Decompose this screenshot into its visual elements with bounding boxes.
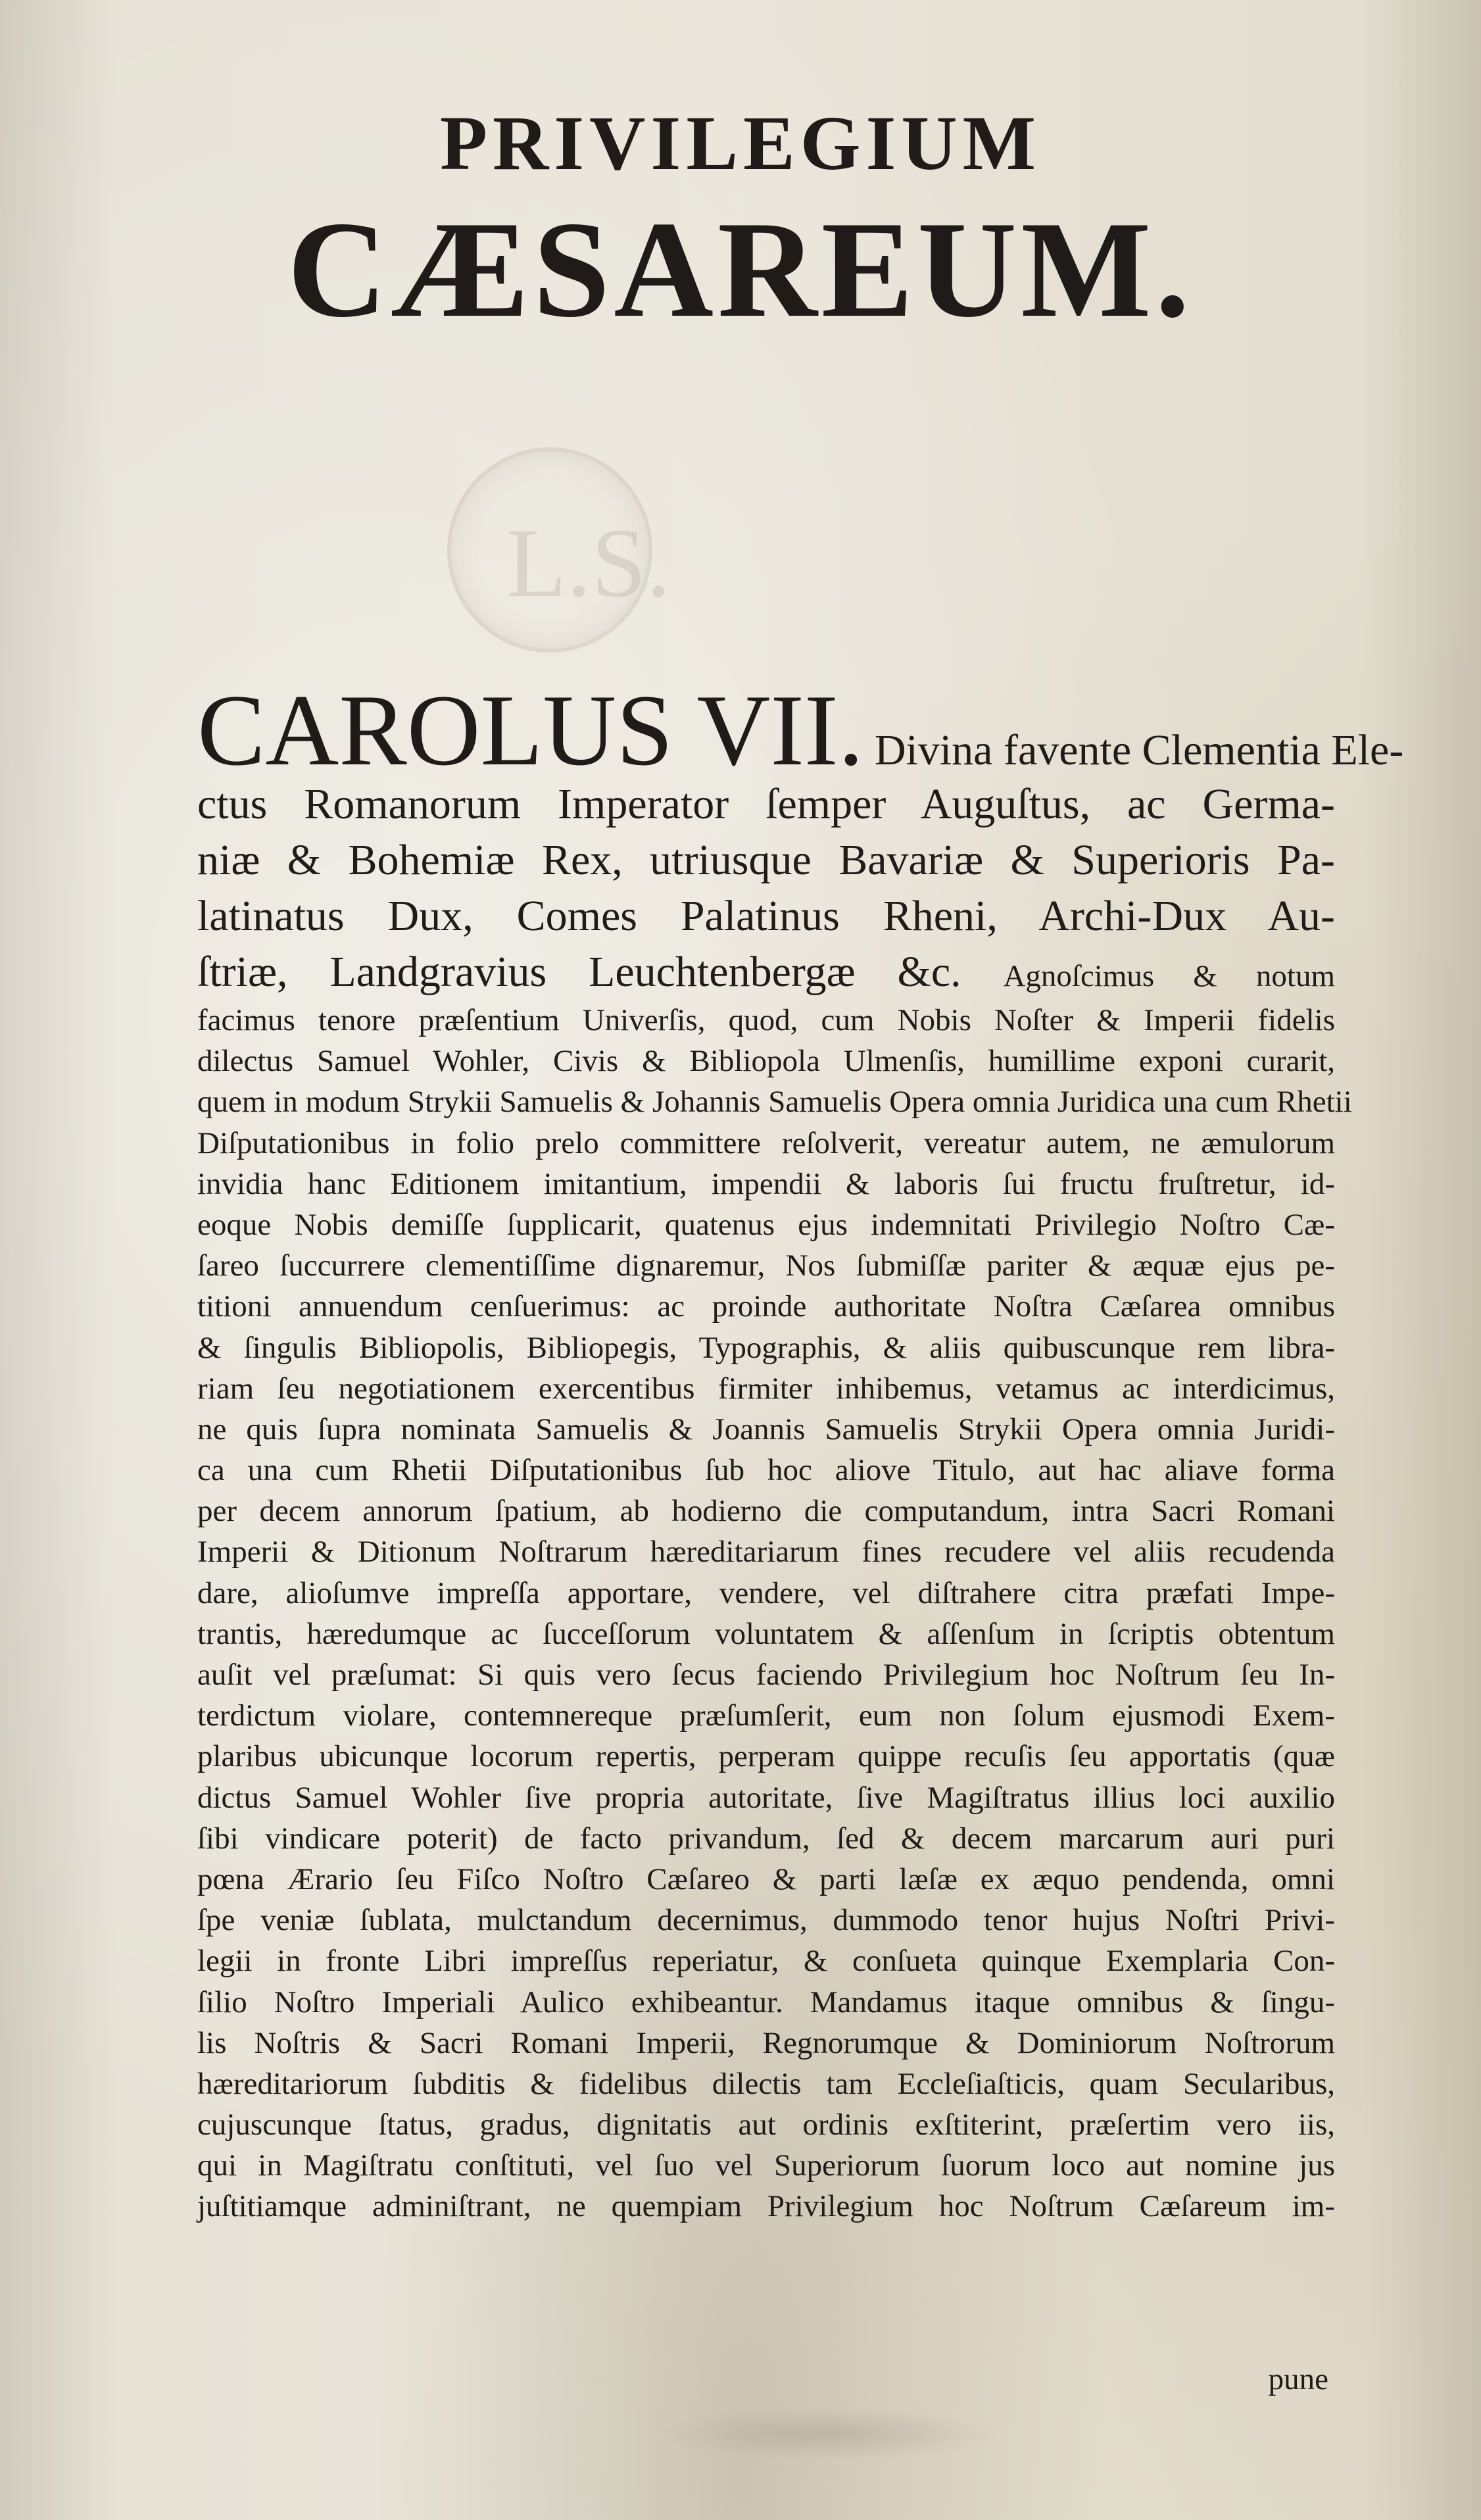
body-line: riam ſeu negotiationem exercentibus firmiter inhibemus, vetamus ac interdicimus, (197, 1371, 1335, 1406)
intro-line (197, 674, 1404, 787)
intro-line-text: Divina favente Clementia Ele- (874, 726, 1404, 774)
body-line: ſilio Noſtro Imperiali Aulico exhibeantur. Mandamus itaque omnibus & ſingu- (197, 1985, 1335, 2019)
privilege-text (197, 674, 1404, 2227)
body-line: invidia hanc Editionem imitantium, impendii & laboris ſui fructu fruſtretur, id- (197, 1166, 1335, 1201)
body-line: qui in Magiſtratu conſtituti, vel ſuo vel Superiorum ſuorum loco aut nomine jus (197, 2148, 1335, 2183)
page-stain (658, 2408, 1000, 2460)
body-line: dilectus Samuel Wohler, Civis & Bibliopola Ulmenſis, humillime exponi curarit, (197, 1044, 1335, 1079)
body-line: eoque Nobis demiſſe ſupplicarit, quatenus ejus indemnitati Privilegio Noſtro Cæ- (197, 1207, 1335, 1242)
body-line: auſit vel præſumat: Si quis vero ſecus faciendo Privilegium hoc Noſtrum ſeu In- (197, 1658, 1335, 1692)
body-line: per decem annorum ſpatium, ab hodierno die computandum, intra Sacri Romani (197, 1494, 1335, 1529)
intro-paragraph (197, 674, 1404, 1000)
body-line: hæreditariorum ſubditis & fidelibus dilectis tam Eccleſiaſticis, quam Secularibus, (197, 2066, 1335, 2101)
body-line: Diſputationibus in folio prelo committere reſolverit, vereatur autem, ne æmulorum (197, 1125, 1335, 1160)
body-line: ſpe veniæ ſublata, mulctandum decernimus, dummodo tenor hujus Noſtri Privi- (197, 1903, 1335, 1938)
body-line: pœna Ærario ſeu Fiſco Noſtro Cæſareo & parti læſæ ex æquo pendenda, omni (197, 1862, 1335, 1896)
body-line: terdictum violare, contemnereque præſumſerit, eum non ſolum ejusmodi Exem- (197, 1698, 1335, 1733)
seal-letters-decor: L.S. (506, 508, 671, 618)
body-line: titioni annuendum cenſuerimus: ac proinde authoritate Noſtra Cæſarea omnibus (197, 1289, 1335, 1324)
intro-line (197, 944, 1335, 1000)
title-line-2: CÆSAREUM. (287, 193, 1194, 346)
intro-line: latinatus Dux, Comes Palatinus Rheni, Archi-Dux Au- (197, 892, 1335, 940)
title-line-1: PRIVILEGIUM (439, 100, 1042, 186)
body-line: ne quis ſupra nominata Samuelis & Joannis Samuelis Strykii Opera omnia Juridi- (197, 1412, 1335, 1446)
body-line: quem in modum Strykii Samuelis & Johannis Samuelis Opera omnia Juridica una cum Rhetii (197, 1085, 1352, 1120)
intro-line: ctus Romanorum Imperator ſemper Auguſtus, ac Germa- (197, 780, 1335, 828)
body-line: plaribus ubicunque locorum repertis, perperam quippe recuſis ſeu apportatis (quæ (197, 1739, 1335, 1774)
body-line: facimus tenore præſentium Univerſis, quod, cum Nobis Noſter & Imperii fidelis (197, 1003, 1335, 1037)
body-line: cujuscunque ſtatus, gradus, dignitatis aut ordinis exſtiterint, præſertim vero iis, (197, 2108, 1335, 2142)
body-paragraph (197, 1000, 1352, 2227)
body-line: legii in fronte Libri impreſſus reperiatur, & conſueta quinque Exemplaria Con- (197, 1944, 1335, 1979)
body-line: & ſingulis Bibliopolis, Bibliopegis, Typographis, & aliis quibuscunque rem libra- (197, 1330, 1335, 1365)
body-line: ca una cum Rhetii Diſputationibus ſub hoc aliove Titulo, aut hac aliave forma (197, 1453, 1335, 1488)
intro-line: niæ & Bohemiæ Rex, utriusque Bavariæ & Superioris Pa- (197, 836, 1335, 884)
intro-line-text: ſtriæ, Landgravius Leuchtenbergæ &c. (197, 948, 961, 996)
body-line: dare, alioſumve impreſſa apportare, vendere, vel diſtrahere citra præfati Impe- (197, 1575, 1335, 1610)
body-line: ſibi vindicare poterit) de facto privandum, ſed & decem marcarum auri puri (197, 1821, 1335, 1856)
body-line: lis Noſtris & Sacri Romani Imperii, Regnorumque & Dominiorum Noſtrorum (197, 2025, 1335, 2060)
body-line: ſareo ſuccurrere clementiſſime dignaremur, Nos ſubmiſſæ pariter & æquæ ejus pe- (197, 1248, 1335, 1283)
catchword: pune (1268, 2362, 1328, 2396)
intro-tail: Agnoſcimus & notum (1003, 959, 1335, 993)
initial-word: CAROLUS VII. (197, 674, 864, 787)
body-line: Imperii & Ditionum Noſtrarum hæreditariarum fines recudere vel aliis recudenda (197, 1535, 1335, 1569)
body-line: dictus Samuel Wohler ſive propria autoritate, ſive Magiſtratus illius loci auxilio (197, 1780, 1335, 1815)
body-line: juſtitiamque adminiſtrant, ne quempiam Privilegium hoc Noſtrum Cæſareum im- (197, 2189, 1335, 2224)
body-line: trantis, hæredumque ac ſucceſſorum voluntatem & aſſenſum in ſcriptis obtentum (197, 1616, 1335, 1651)
